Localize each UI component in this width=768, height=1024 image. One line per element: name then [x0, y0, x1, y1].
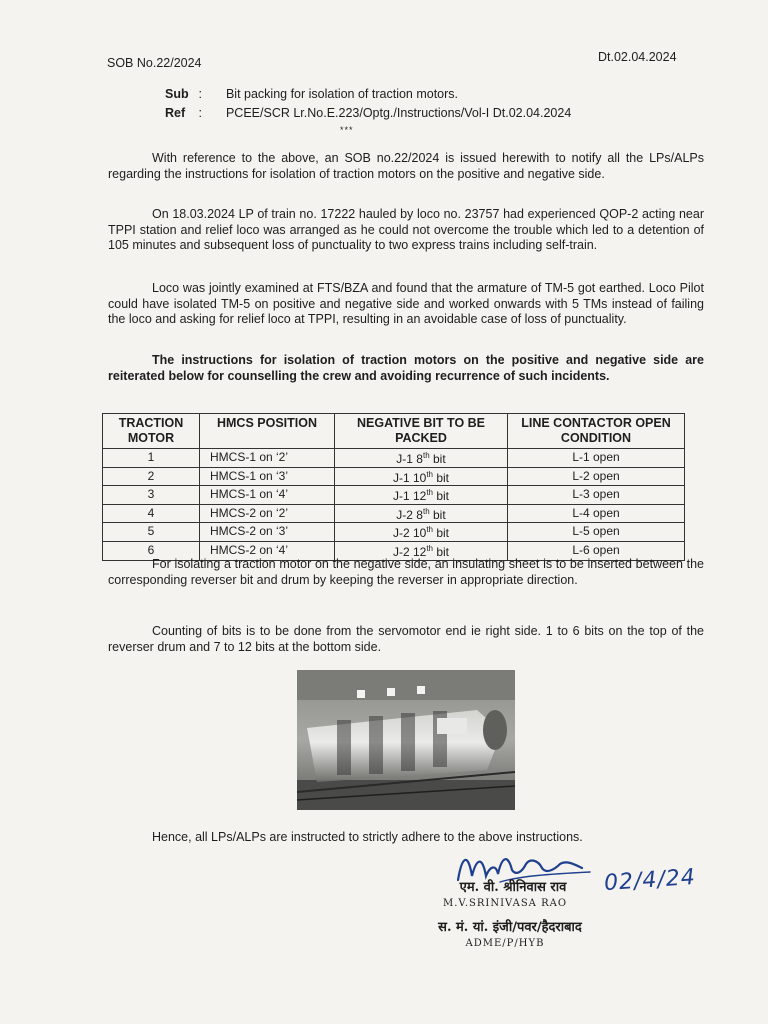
- paragraph-incident: On 18.03.2024 LP of train no. 17222 hauled by loco no. 23757 had experienced QOP-2 acting near TPPI station and relief loco was arranged as he could not overcome the trouble which led to a detention of 105 minutes and subsequent loss of punctuality to two express trains including self-train.: [108, 207, 704, 252]
- table-row: [103, 504, 685, 523]
- signatory-designation-english: ADME/P/HYB: [465, 938, 545, 949]
- cell-negative-bit: J-1 8th bit: [335, 449, 508, 468]
- table-row: [103, 523, 685, 542]
- cell-negative-bit: J-2 10th bit: [335, 523, 508, 542]
- document-date: Dt.02.04.2024: [598, 50, 677, 64]
- col-header-negative-bit: NEGATIVE BIT TO BE PACKED: [335, 414, 508, 449]
- handwritten-date: 02/4/24: [603, 864, 697, 897]
- cell-hmcs: HMCS-1 on ‘4’: [200, 486, 335, 505]
- paragraph-insulating-sheet: For isolating a traction motor on the negative side, an insulating sheet is to be inserted between the corresponding reverser bit and drum by keeping the reverser in appropriate direction.: [108, 557, 704, 587]
- cell-hmcs: HMCS-2 on ‘3’: [200, 523, 335, 542]
- cell-hmcs: HMCS-2 on ‘2’: [200, 504, 335, 523]
- subject-label: Sub: [165, 87, 189, 101]
- col-header-traction-motor: TRACTION MOTOR: [103, 414, 200, 449]
- cell-hmcs: HMCS-1 on ‘2’: [200, 449, 335, 468]
- subject-text: Bit packing for isolation of traction motors.: [225, 87, 459, 101]
- cell-hmcs: HMCS-2 on ‘4’: [200, 541, 335, 560]
- cell-line-contactor: L-6 open: [508, 541, 685, 560]
- paragraph-closing: Hence, all LPs/ALPs are instructed to strictly adhere to the above instructions.: [152, 830, 583, 844]
- reference-label: Ref: [165, 106, 186, 120]
- cell-motor: 1: [103, 449, 200, 468]
- reference-line: [165, 106, 571, 120]
- cell-motor: 2: [103, 467, 200, 486]
- paragraph-instructions-heading: The instructions for isolation of traction motors on the positive and negative side are reiterated below for counselling the crew and avoiding recurrence of such incidents.: [108, 353, 704, 383]
- reference-colon: :: [198, 106, 202, 120]
- cell-negative-bit: J-2 12th bit: [335, 541, 508, 560]
- subject-colon: :: [198, 87, 202, 101]
- cell-motor: 5: [103, 523, 200, 542]
- cell-hmcs: HMCS-1 on ‘3’: [200, 467, 335, 486]
- signatory-designation-hindi: स. मं. यां. इंजी/पवर/हैदराबाद: [438, 920, 582, 935]
- separator: ***: [340, 125, 354, 135]
- cell-motor: 6: [103, 541, 200, 560]
- cell-line-contactor: L-3 open: [508, 486, 685, 505]
- isolation-table: [102, 413, 685, 561]
- table-header-row: [103, 414, 685, 449]
- col-header-hmcs-position: HMCS POSITION: [200, 414, 335, 449]
- col-header-line-contactor: LINE CONTACTOR OPEN CONDITION: [508, 414, 685, 449]
- paragraph-examination: Loco was jointly examined at FTS/BZA and found that the armature of TM-5 got earthed. Loco Pilot could have isolated TM-5 on positive and negative side and worked onwards with 5 TMs instead of failing the loco and asking for relief loco at TPPI, resulting in an avoidable case of loss of punctuality.: [108, 281, 704, 326]
- paragraph-intro: With reference to the above, an SOB no.22/2024 is issued herewith to notify all the LPs/ALPs regarding the instructions for isolation of traction motors on the positive and negative side.: [108, 151, 704, 181]
- cell-motor: 3: [103, 486, 200, 505]
- cell-negative-bit: J-2 8th bit: [335, 504, 508, 523]
- sob-number: SOB No.22/2024: [107, 56, 202, 70]
- cell-negative-bit: J-1 12th bit: [335, 486, 508, 505]
- table-row: [103, 486, 685, 505]
- signatory-name-english: M.V.SRINIVASA RAO: [442, 898, 568, 909]
- table-body: [103, 449, 685, 561]
- cell-line-contactor: L-1 open: [508, 449, 685, 468]
- table-row: [103, 467, 685, 486]
- cell-line-contactor: L-2 open: [508, 467, 685, 486]
- cell-line-contactor: L-4 open: [508, 504, 685, 523]
- cell-negative-bit: J-1 10th bit: [335, 467, 508, 486]
- reverser-drum-photo: [297, 670, 515, 810]
- cell-motor: 4: [103, 504, 200, 523]
- signatory-name-hindi: एम. वी. श्रीनिवास राव: [459, 880, 567, 895]
- paragraph-bit-counting: Counting of bits is to be done from the servomotor end ie right side. 1 to 6 bits on the top of the reverser drum and 7 to 12 bits at the bottom side.: [108, 624, 704, 654]
- subject-line: [165, 87, 458, 101]
- table-row: [103, 449, 685, 468]
- cell-line-contactor: L-5 open: [508, 523, 685, 542]
- reference-text: PCEE/SCR Lr.No.E.223/Optg./Instructions/Vol-I Dt.02.04.2024: [225, 106, 572, 120]
